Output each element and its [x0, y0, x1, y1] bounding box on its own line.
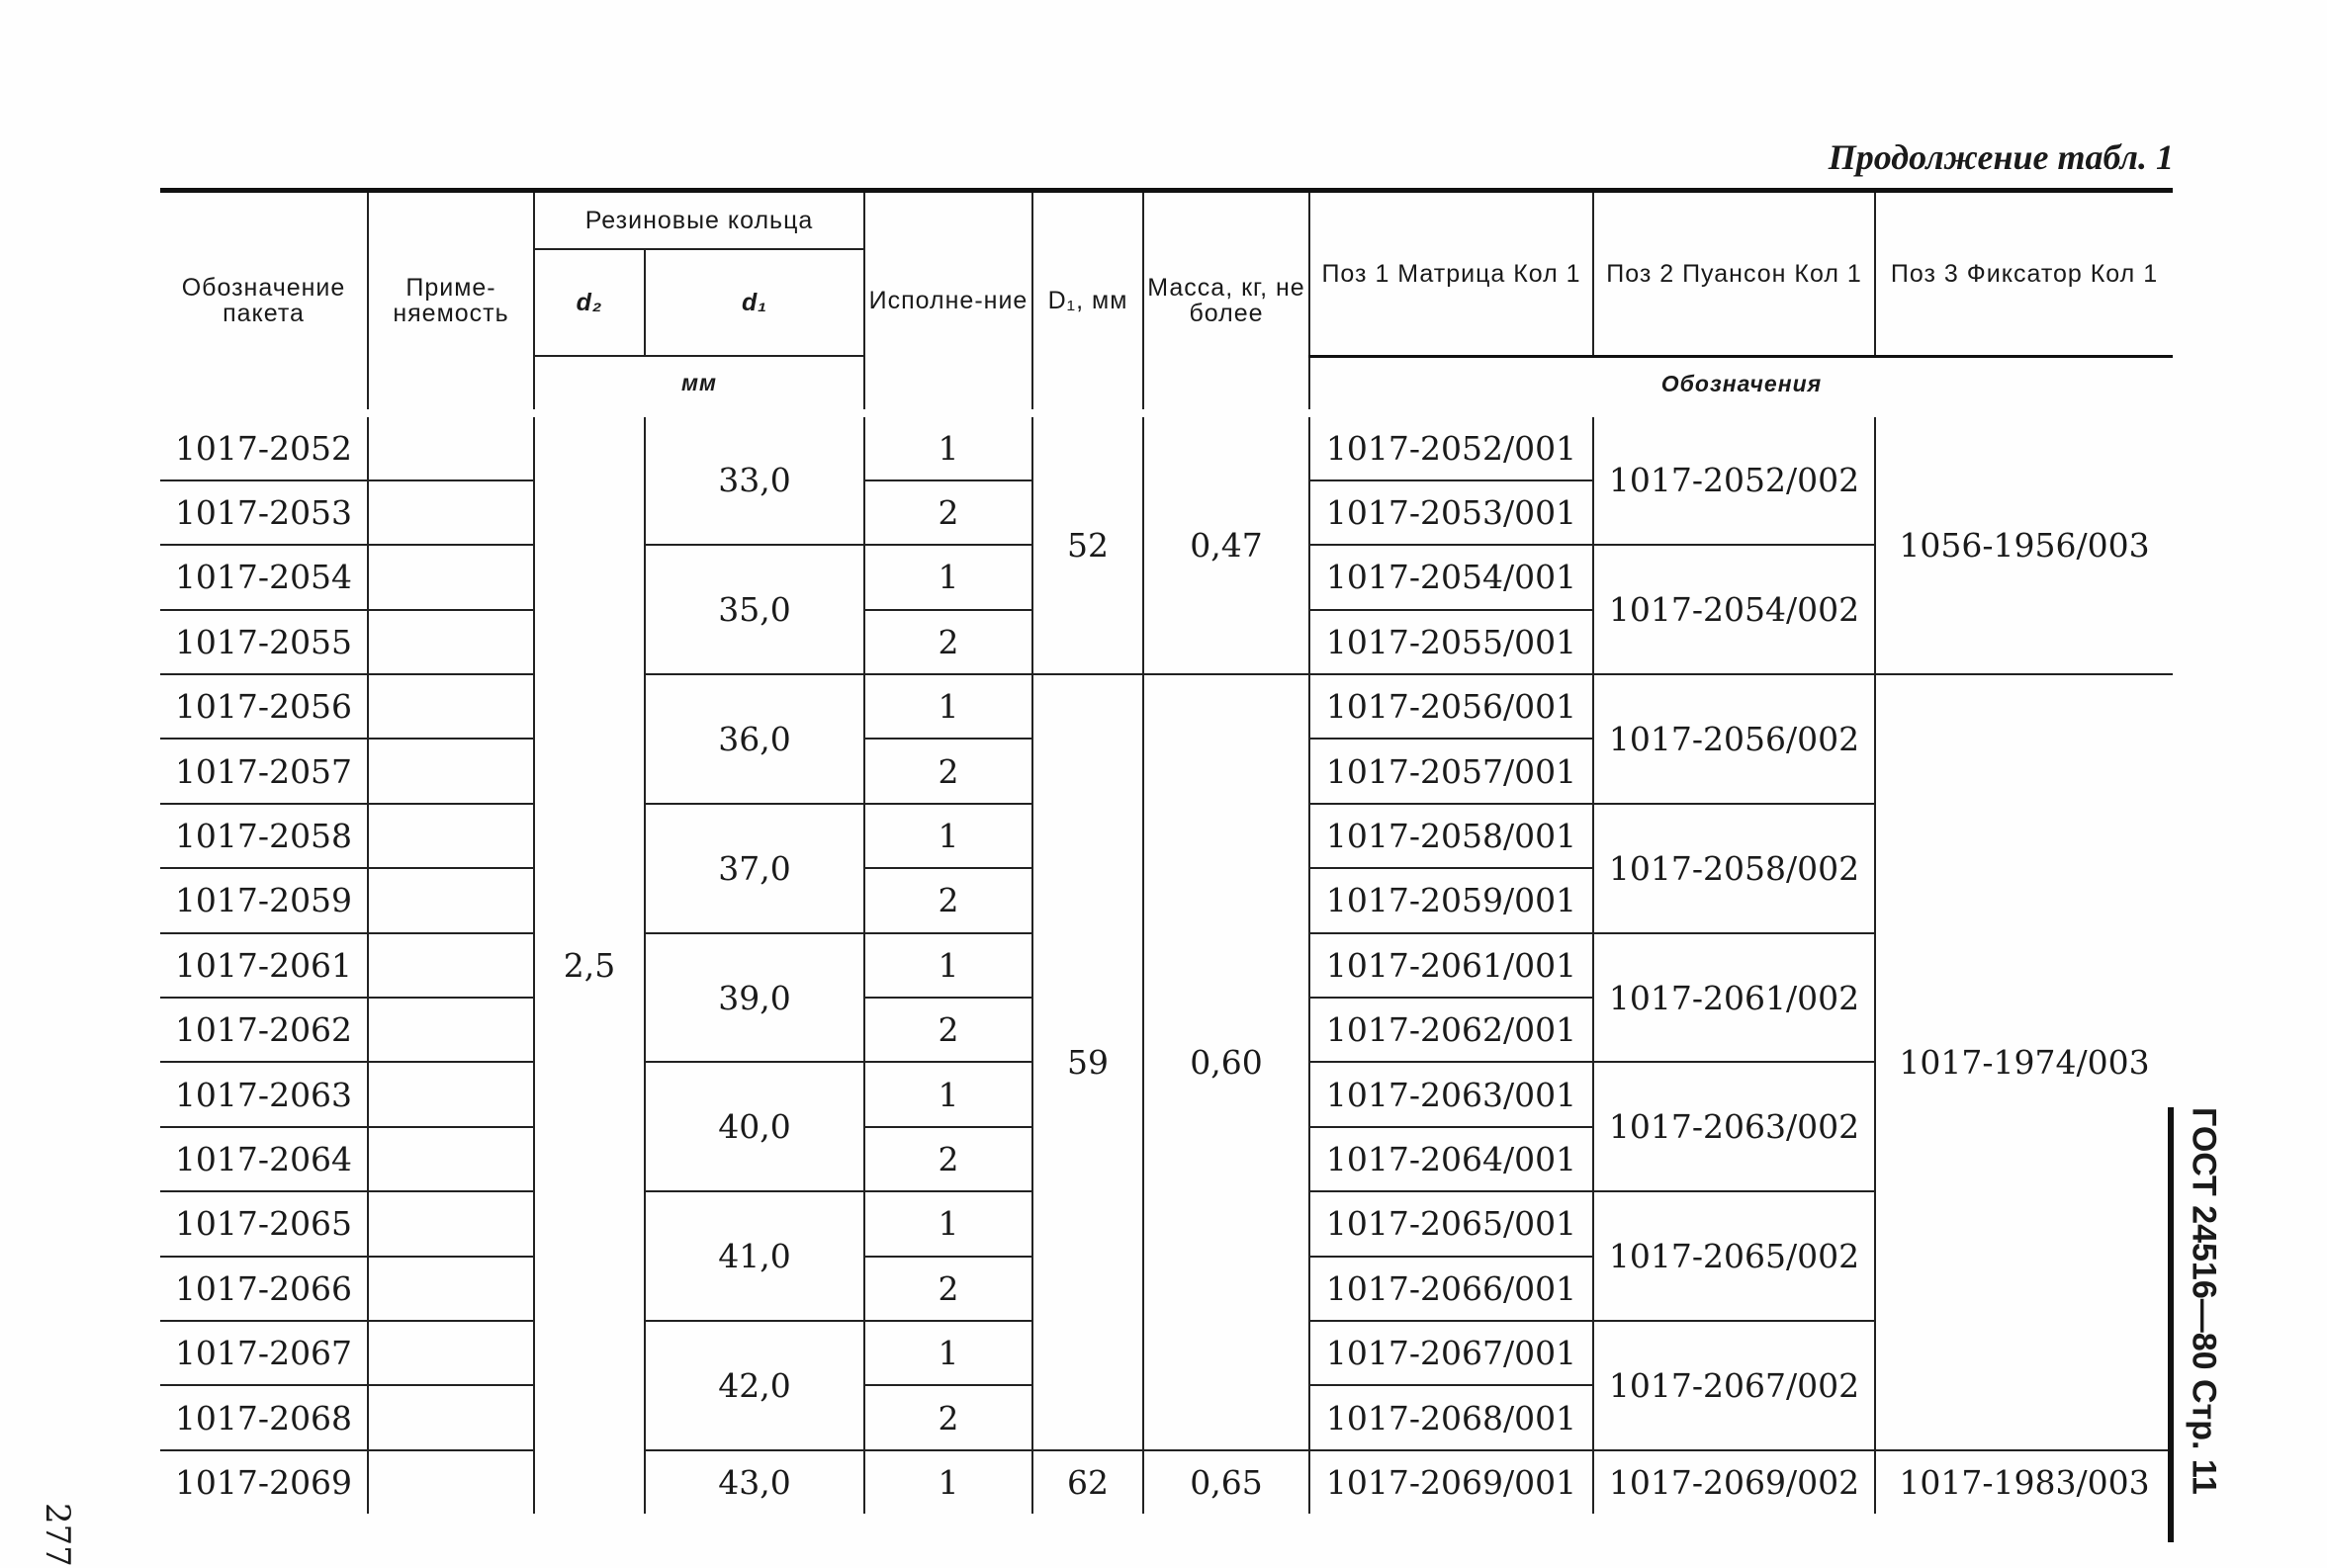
cell-applicability: [368, 998, 534, 1062]
cell-applicability: [368, 1191, 534, 1256]
header-designations: Обозначения: [1309, 356, 2173, 413]
cell-mass: 0,60: [1143, 674, 1309, 1450]
cell-mass: 0,65: [1143, 1450, 1309, 1514]
cell-poz2: 1017-2065/002: [1593, 1191, 1875, 1321]
cell-code: 1017-2068: [160, 1385, 368, 1449]
cell-D1: 59: [1032, 674, 1143, 1450]
cell-poz1: 1017-2067/001: [1309, 1321, 1593, 1385]
cell-d1: 39,0: [645, 933, 864, 1063]
cell-code: 1017-2052: [160, 413, 368, 480]
cell-isp: 2: [864, 739, 1032, 803]
cell-isp: 1: [864, 1062, 1032, 1126]
cell-poz2: 1017-2058/002: [1593, 804, 1875, 933]
cell-applicability: [368, 413, 534, 480]
cell-code: 1017-2064: [160, 1127, 368, 1191]
cell-poz3: 1056-1956/003: [1875, 413, 2173, 675]
cell-code: 1017-2062: [160, 998, 368, 1062]
cell-mass: 0,47: [1143, 413, 1309, 675]
cell-poz2: 1017-2061/002: [1593, 933, 1875, 1063]
cell-code: 1017-2063: [160, 1062, 368, 1126]
cell-D1: 62: [1032, 1450, 1143, 1514]
cell-poz2: 1017-2054/002: [1593, 545, 1875, 674]
cell-applicability: [368, 739, 534, 803]
cell-D1: 52: [1032, 413, 1143, 675]
cell-poz1: 1017-2066/001: [1309, 1257, 1593, 1321]
cell-poz1: 1017-2069/001: [1309, 1450, 1593, 1514]
cell-d2: 2,5: [534, 413, 645, 1515]
cell-code: 1017-2059: [160, 868, 368, 932]
side-standard-code: [2168, 1107, 2233, 1542]
cell-applicability: [368, 674, 534, 739]
cell-poz1: 1017-2068/001: [1309, 1385, 1593, 1449]
header-applicability: Приме-няемость: [368, 191, 534, 413]
cell-applicability: [368, 1257, 534, 1321]
cell-code: 1017-2066: [160, 1257, 368, 1321]
cell-poz1: 1017-2056/001: [1309, 674, 1593, 739]
cell-isp: 1: [864, 413, 1032, 480]
cell-poz1: 1017-2061/001: [1309, 933, 1593, 998]
header-D1: D₁, мм: [1032, 191, 1143, 413]
cell-poz1: 1017-2065/001: [1309, 1191, 1593, 1256]
cell-isp: 2: [864, 1127, 1032, 1191]
cell-poz1: 1017-2055/001: [1309, 610, 1593, 674]
cell-isp: 1: [864, 1450, 1032, 1514]
cell-d1: 42,0: [645, 1321, 864, 1450]
cell-code: 1017-2053: [160, 480, 368, 545]
header-poz3: Поз 3 Фиксатор Кол 1: [1875, 191, 2173, 357]
cell-d1: 36,0: [645, 674, 864, 804]
cell-applicability: [368, 610, 534, 674]
cell-applicability: [368, 1450, 534, 1514]
cell-applicability: [368, 1062, 534, 1126]
cell-poz3: 1017-1983/003: [1899, 1462, 2150, 1502]
cell-d1: 41,0: [645, 1191, 864, 1321]
cell-isp: 2: [864, 480, 1032, 545]
cell-poz1: 1017-2054/001: [1309, 545, 1593, 609]
cell-poz1: 1017-2059/001: [1309, 868, 1593, 932]
cell-poz2: 1017-2056/002: [1593, 674, 1875, 804]
cell-poz2: 1017-2052/002: [1593, 413, 1875, 546]
cell-poz1: 1017-2062/001: [1309, 998, 1593, 1062]
cell-isp: 1: [864, 1321, 1032, 1385]
page-number: 277: [38, 1503, 77, 1567]
header-rubber-rings: Резиновые кольца: [534, 191, 864, 250]
cell-poz1: 1017-2058/001: [1309, 804, 1593, 868]
cell-applicability: [368, 1127, 534, 1191]
cell-isp: 1: [864, 674, 1032, 739]
header-poz2: Поз 2 Пуансон Кол 1: [1593, 191, 1875, 357]
cell-applicability: [368, 804, 534, 868]
cell-applicability: [368, 933, 534, 998]
cell-d1: 35,0: [645, 545, 864, 674]
cell-isp: 2: [864, 610, 1032, 674]
cell-poz1: 1017-2057/001: [1309, 739, 1593, 803]
header-d1: d₁: [645, 249, 864, 356]
cell-poz1: 1017-2063/001: [1309, 1062, 1593, 1126]
cell-d1: 33,0: [645, 413, 864, 546]
cell-isp: 2: [864, 998, 1032, 1062]
cell-code: 1017-2058: [160, 804, 368, 868]
cell-poz1: 1017-2052/001: [1309, 413, 1593, 480]
header-poz1: Поз 1 Матрица Кол 1: [1309, 191, 1593, 357]
cell-code: 1017-2056: [160, 674, 368, 739]
cell-poz1: 1017-2064/001: [1309, 1127, 1593, 1191]
cell-isp: 2: [864, 868, 1032, 932]
cell-applicability: [368, 1385, 534, 1449]
header-version: Исполне-ние: [864, 191, 1032, 413]
header-designation: Обозначение пакета: [160, 191, 368, 413]
cell-poz1: 1017-2053/001: [1309, 480, 1593, 545]
standard-code-text: ГОСТ 24516—80 Стр. 11: [2185, 1107, 2223, 1495]
cell-poz2: 1017-2067/002: [1593, 1321, 1875, 1450]
cell-code: 1017-2069: [160, 1450, 368, 1514]
header-mass: Масса, кг, не более: [1143, 191, 1309, 413]
cell-d1: 43,0: [645, 1450, 864, 1514]
cell-d1: 37,0: [645, 804, 864, 933]
cell-isp: 2: [864, 1257, 1032, 1321]
cell-applicability: [368, 868, 534, 932]
cell-poz2: 1017-2063/002: [1593, 1062, 1875, 1191]
cell-isp: 1: [864, 804, 1032, 868]
cell-poz2: 1017-2069/002: [1593, 1450, 1875, 1514]
cell-isp: 1: [864, 1191, 1032, 1256]
cell-code: 1017-2061: [160, 933, 368, 998]
spec-table: [160, 188, 2173, 1514]
header-d2: d₂: [534, 249, 645, 356]
cell-isp: 1: [864, 545, 1032, 609]
cell-code: 1017-2067: [160, 1321, 368, 1385]
cell-applicability: [368, 480, 534, 545]
cell-applicability: [368, 545, 534, 609]
cell-isp: 2: [864, 1385, 1032, 1449]
header-mm: мм: [534, 356, 864, 413]
cell-code: 1017-2054: [160, 545, 368, 609]
cell-code: 1017-2055: [160, 610, 368, 674]
cell-isp: 1: [864, 933, 1032, 998]
cell-code: 1017-2065: [160, 1191, 368, 1256]
table-caption: Продолжение табл. 1: [1828, 137, 2174, 177]
cell-code: 1017-2057: [160, 739, 368, 803]
cell-poz3: 1017-1974/003: [1875, 674, 2173, 1450]
cell-d1: 40,0: [645, 1062, 864, 1191]
cell-applicability: [368, 1321, 534, 1385]
